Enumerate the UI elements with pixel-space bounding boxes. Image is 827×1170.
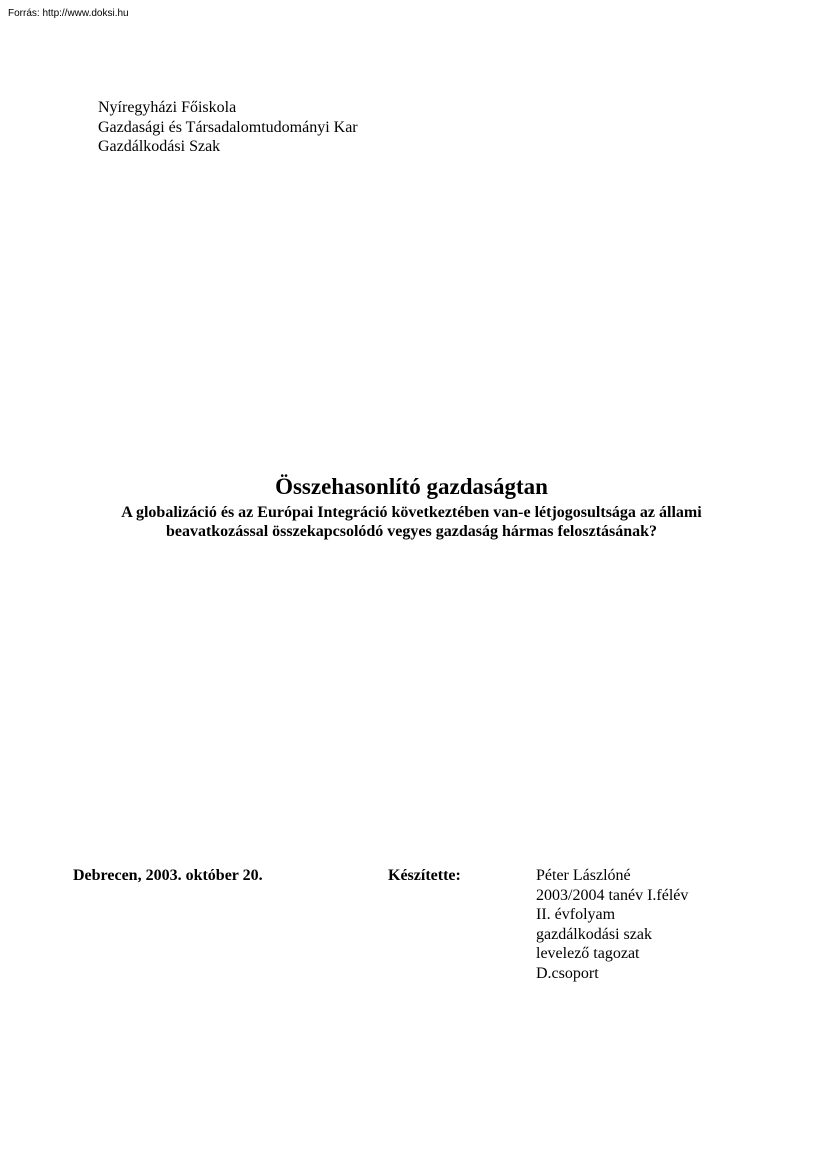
department-name: Gazdálkodási Szak — [98, 138, 221, 155]
document-subtitle — [60, 503, 763, 541]
author-mode: levelező tagozat — [536, 945, 640, 962]
document-title: Összehasonlító gazdaságtan — [275, 474, 548, 499]
institution-block — [98, 98, 358, 157]
author-group: D.csoport — [536, 964, 599, 982]
place-date: Debrecen, 2003. október 20. — [73, 867, 263, 884]
author-info — [536, 866, 688, 983]
subtitle-line-2: beavatkozással összekapcsolódó vegyes gazdaság hármas felosztásának? — [165, 523, 658, 540]
faculty-name: Gazdasági és Társadalomtudományi Kar — [98, 118, 358, 136]
author-name: Péter Lászlóné — [536, 867, 631, 884]
institution-name: Nyíregyházi Főiskola — [98, 99, 237, 116]
subtitle-line-1: A globalizáció és az Európai Integráció következtében van-e létjogosultsága az állami — [121, 504, 702, 521]
source-note: Forrás: http://www.doksi.hu — [8, 8, 129, 19]
author-major: gazdálkodási szak — [536, 925, 652, 943]
author-term: 2003/2004 tanév I.félév — [536, 886, 689, 904]
prepared-by-label: Készítette: — [388, 867, 461, 884]
title-block — [60, 472, 763, 541]
author-year: II. évfolyam — [536, 906, 616, 923]
